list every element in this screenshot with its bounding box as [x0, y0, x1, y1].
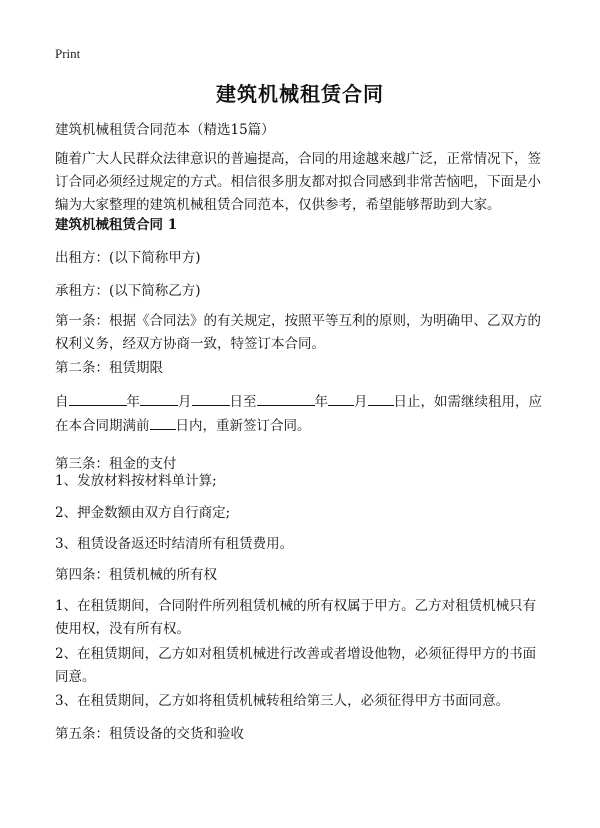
- blank-start-day: [192, 390, 230, 406]
- ownership-item-1: 1、在租赁期间，合同附件所列租赁机械的所有权属于甲方。乙方对租赁机械只有使用权，没有所有权。: [55, 598, 537, 637]
- document-subtitle: 建筑机械租赁合同范本（精选15篇）: [55, 122, 275, 138]
- blank-start-year: [69, 390, 127, 406]
- ownership-item-2: 2、在租赁期间，乙方如对租赁机械进行改善或者增设他物，必须征得甲方的书面同意。: [55, 646, 537, 685]
- lessee-line: 承租方：(以下简称乙方): [55, 283, 201, 299]
- article-3-title: 第三条：租金的支付: [55, 456, 177, 472]
- blank-start-month: [140, 390, 178, 406]
- blank-renewal-days: [150, 414, 176, 430]
- list-item: 1、发放材料按材料单计算;: [55, 473, 217, 489]
- blank-end-year: [257, 390, 315, 406]
- list-item: 3、租赁设备返还时结清所有租赁费用。: [55, 536, 294, 552]
- lessor-line: 出租方：(以下简称甲方): [55, 250, 201, 266]
- print-link[interactable]: Print: [55, 46, 81, 61]
- intro-paragraph: 随着广大人民群众法律意识的普遍提高，合同的用途越来越广泛，正常情况下，签订合同必须经过规定的方式。相信很多朋友都对拟合同感到非常苦恼吧，下面是小编为大家整理的建筑机械租赁合同范本，仅供参考，希望能够帮助到大家。: [55, 151, 541, 213]
- period-month-text: 月: [178, 394, 192, 410]
- period-month-text-2: 月: [354, 394, 368, 410]
- blank-end-day: [368, 390, 394, 406]
- period-from-text: 自: [55, 394, 69, 410]
- article-4-title: 第四条：租赁机械的所有权: [55, 567, 217, 583]
- article-5-title: 第五条：租赁设备的交货和验收: [55, 726, 244, 742]
- period-day-stop-text: 日止，如需继续租用，应在本合同期满前: [55, 394, 542, 434]
- period-day-end-text: 日内，重新签订合同。: [175, 418, 311, 434]
- list-item: 2、押金数额由双方自行商定;: [55, 505, 231, 521]
- period-day-to-text: 日至: [229, 394, 257, 410]
- section-heading: 建筑机械租赁合同 1: [55, 217, 178, 233]
- article-2-title: 第二条：租赁期限: [55, 360, 163, 376]
- period-year-text: 年: [126, 394, 140, 410]
- article-1: 第一条：根据《合同法》的有关规定，按照平等互利的原则，为明确甲、乙双方的权利义务，经双方协商一致，特签订本合同。: [55, 313, 541, 352]
- document-title: 建筑机械租赁合同: [216, 82, 384, 106]
- period-year-text-2: 年: [314, 394, 328, 410]
- blank-end-month: [328, 390, 354, 406]
- ownership-item-3: 3、在租赁期间，乙方如将租赁机械转租给第三人，必须征得甲方书面同意。: [55, 693, 510, 709]
- rental-period-clause: [55, 390, 547, 438]
